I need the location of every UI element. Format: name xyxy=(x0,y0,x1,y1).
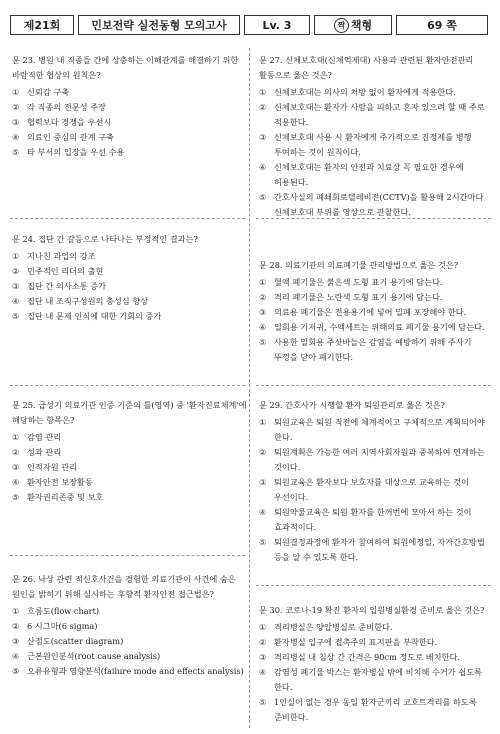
option-number: ③ xyxy=(12,636,20,646)
option-number: ③ xyxy=(259,477,267,487)
question-25 xyxy=(12,398,247,505)
option-number: ③ xyxy=(12,281,20,291)
option-number: ① xyxy=(259,277,267,287)
option-number: ② xyxy=(259,447,267,457)
option-text: 감염성 폐기물 박스는 환자병실 밖에 비치해 수거가 쉽도록 한다. xyxy=(274,667,483,692)
option-number: ① xyxy=(12,87,20,97)
option-3[interactable] xyxy=(12,460,247,475)
option-number: ④ xyxy=(259,507,267,517)
option-number: ③ xyxy=(12,462,20,472)
option-4[interactable] xyxy=(12,475,247,490)
option-number: ⑤ xyxy=(259,537,267,547)
option-number: ⑤ xyxy=(12,147,20,157)
option-number: ⑤ xyxy=(259,192,267,202)
option-number: ③ xyxy=(259,132,267,142)
option-5[interactable] xyxy=(12,664,247,679)
option-number: ② xyxy=(12,447,20,457)
option-number: ⑤ xyxy=(12,311,20,321)
question-text: 문 27. 신체보호대(신체억제대) 사용과 관련된 환자안전관리 활동으로 옳은 것은? xyxy=(259,55,474,80)
option-text: 퇴원교육은 퇴원 직전에 체계적이고 구체적으로 계획되어야 한다. xyxy=(274,417,485,442)
option-text: 1인실이 없는 경우 동일 환자군끼리 코호트격리를 하도록 준비한다. xyxy=(274,697,477,722)
option-number: ⑤ xyxy=(12,666,20,676)
option-text: 퇴원교육은 환자보다 보호자를 대상으로 교육하는 것이 우선이다. xyxy=(274,477,469,502)
option-text: 오류유형과 영향분석(failure mode and effects analysis) xyxy=(27,666,244,676)
question-24 xyxy=(12,232,247,324)
option-text: 사용한 일회용 주삿바늘은 감염을 예방하기 위해 주사기 뚜껑을 닫아 폐기한다. xyxy=(274,337,472,362)
option-text: 성과 관리 xyxy=(27,447,62,457)
option-4[interactable] xyxy=(12,130,247,145)
option-text: 격리병실은 양압병실로 준비한다. xyxy=(274,622,393,632)
option-number: ② xyxy=(12,266,20,276)
option-3[interactable] xyxy=(259,305,494,320)
option-3[interactable] xyxy=(259,130,494,160)
section-divider xyxy=(10,555,245,556)
option-2[interactable] xyxy=(259,100,494,130)
question-28 xyxy=(259,258,494,365)
option-number: ④ xyxy=(259,667,267,677)
option-text: 감염 관리 xyxy=(27,432,62,442)
section-divider xyxy=(256,585,491,586)
option-2[interactable] xyxy=(259,445,494,475)
column-divider xyxy=(249,48,251,728)
option-1[interactable] xyxy=(259,85,494,100)
option-text: 신체보호대는 환자의 안전과 치료상 꼭 필요한 경우에 허용된다. xyxy=(274,162,464,187)
option-4[interactable] xyxy=(12,294,247,309)
question-text: 문 29. 간호사가 시행할 환자 퇴원관리로 옳은 것은? xyxy=(259,400,445,410)
option-text: 신뢰감 구축 xyxy=(27,87,70,97)
option-text: 지나친 과업의 강조 xyxy=(27,251,96,261)
option-number: ① xyxy=(12,251,20,261)
option-text: 산점도(scatter diagram) xyxy=(27,636,124,646)
option-text: 퇴원약물교육은 퇴원 환자를 한꺼번에 모아서 하는 것이 효과적이다. xyxy=(274,507,472,532)
option-number: ④ xyxy=(12,132,20,142)
form-label: 책형 xyxy=(350,19,373,32)
form-type xyxy=(314,15,392,35)
question-text: 문 25. 급성기 의료기관 인증 기준의 틀(영역) 중 '환자진료체계'에 해당하는 항목은? xyxy=(12,400,247,425)
option-number: ② xyxy=(259,292,267,302)
option-number: ④ xyxy=(259,162,267,172)
option-number: ④ xyxy=(259,322,267,332)
exam-header xyxy=(10,15,490,37)
option-number: ① xyxy=(12,606,20,616)
section-divider xyxy=(10,218,245,219)
option-number: ④ xyxy=(12,296,20,306)
option-text: 간호사실의 폐쇄회로텔레비전(CCTV)을 활용해 2시간마다 신체보호대 부위를 영상으로 관찰한다. xyxy=(274,192,484,217)
option-text: 협력보다 경쟁을 우선시 xyxy=(27,117,112,127)
option-1[interactable] xyxy=(259,620,494,635)
question-text: 문 26. 낙상 관련 적신호사건을 경험한 의료기관이 사건에 숨은 원인을 밝히기 위해 실시하는 후향적 환자안전 접근법은? xyxy=(12,574,236,599)
session-label: 제21회 xyxy=(10,15,74,35)
option-4[interactable] xyxy=(259,160,494,190)
option-number: ⑤ xyxy=(259,337,267,347)
option-text: 혈액 폐기물은 붉은색 도형 표기 용기에 담는다. xyxy=(274,277,443,287)
option-4[interactable] xyxy=(259,665,494,695)
option-text: 환자안전 보장활동 xyxy=(27,477,93,487)
option-text: 신체보호대는 환자가 사람을 피하고 혼자 있으려 할 때 주로 적용한다. xyxy=(274,102,485,127)
option-3[interactable] xyxy=(12,115,247,130)
option-4[interactable] xyxy=(259,505,494,535)
option-2[interactable] xyxy=(12,264,247,279)
question-text: 문 23. 병원 내 직종들 간에 상충하는 이해관계를 해결하기 위한 바람직한 협상의 원칙은? xyxy=(12,55,239,80)
level-label: Lv. 3 xyxy=(244,15,310,35)
option-text: 일회용 기저귀, 수액세트는 위해의료 폐기물 용기에 담는다. xyxy=(274,322,485,332)
option-1[interactable] xyxy=(12,604,247,619)
option-text: 인적자원 관리 xyxy=(27,462,78,472)
option-4[interactable] xyxy=(12,649,247,664)
option-text: 신체보호대 사용 시 환자에게 주기적으로 진정제를 병행 투여하는 것이 원칙이다. xyxy=(274,132,472,157)
option-text: 신체보호대는 의사의 처방 없이 환자에게 적용한다. xyxy=(274,87,456,97)
question-27 xyxy=(259,53,494,220)
option-1[interactable] xyxy=(12,430,247,445)
question-26 xyxy=(12,572,247,679)
option-text: 환자병실 입구에 접촉주의 표지판을 부착한다. xyxy=(274,637,438,647)
option-5[interactable] xyxy=(12,309,247,324)
question-text: 문 30. 코로나-19 확진 환자의 입원병실환경 준비로 옳은 것은? xyxy=(259,605,485,615)
option-text: 환자권리존중 및 보호 xyxy=(27,492,104,502)
option-text: 각 직종의 전문성 주장 xyxy=(27,102,106,112)
option-number: ④ xyxy=(12,477,20,487)
option-5[interactable] xyxy=(12,490,247,505)
option-number: ⑤ xyxy=(259,697,267,707)
option-5[interactable] xyxy=(259,695,494,725)
option-text: 격리 폐기물은 노란색 도형 표기 용기에 담는다. xyxy=(274,292,443,302)
form-mark-circle: 짝 xyxy=(334,18,349,33)
option-text: 집단 내 문제 인식에 대한 기회의 증가 xyxy=(27,311,162,321)
option-3[interactable] xyxy=(12,279,247,294)
option-2[interactable] xyxy=(259,635,494,650)
section-divider xyxy=(256,385,491,386)
option-text: 집단 내 조직구성원의 충성심 향상 xyxy=(27,296,149,306)
option-2[interactable] xyxy=(12,619,247,634)
option-text: 민주적인 리더의 출현 xyxy=(27,266,104,276)
option-text: 퇴원결정과정에 환자가 참여하여 퇴원에정일, 자가간호방법 등을 알 수 있도록 한다. xyxy=(274,537,485,562)
option-number: ⑤ xyxy=(12,492,20,502)
option-text: 6 시그마(6 sigma) xyxy=(27,621,98,631)
option-text: 의료인 중심의 관계 구축 xyxy=(27,132,114,142)
option-number: ③ xyxy=(12,117,20,127)
option-2[interactable] xyxy=(12,445,247,460)
option-number: ② xyxy=(12,102,20,112)
exam-title: 민보전략 실전동형 모의고사 xyxy=(78,15,240,35)
question-text: 문 24. 집단 간 갈등으로 나타나는 부정적인 결과는? xyxy=(12,234,198,244)
section-divider xyxy=(10,385,245,386)
option-4[interactable] xyxy=(259,320,494,335)
option-number: ② xyxy=(259,637,267,647)
option-text: 근본원인분석(root cause analysis) xyxy=(27,651,161,661)
option-text: 격리병실 내 침상 간 간격은 90cm 정도로 배치한다. xyxy=(274,652,460,662)
option-text: 퇴원계획은 가능한 여러 지역사회자원과 중복하여 연계하는 것이다. xyxy=(274,447,485,472)
option-3[interactable] xyxy=(259,475,494,505)
option-text: 타 부서의 입장을 우선 수용 xyxy=(27,147,125,157)
page-number: 69 쪽 xyxy=(396,15,488,35)
option-number: ④ xyxy=(12,651,20,661)
option-1[interactable] xyxy=(12,249,247,264)
question-text: 문 28. 의료기관의 의료폐기물 관리방법으로 옳은 것은? xyxy=(259,260,459,270)
option-3[interactable] xyxy=(12,634,247,649)
question-30 xyxy=(259,603,494,725)
option-2[interactable] xyxy=(259,290,494,305)
option-text: 흐름도(flow chart) xyxy=(27,606,100,616)
option-1[interactable] xyxy=(259,415,494,445)
option-number: ② xyxy=(259,102,267,112)
option-5[interactable] xyxy=(259,335,494,365)
question-29 xyxy=(259,398,494,565)
option-number: ③ xyxy=(259,652,267,662)
option-number: ① xyxy=(259,622,267,632)
option-number: ① xyxy=(12,432,20,442)
question-23 xyxy=(12,53,247,160)
option-5[interactable] xyxy=(259,190,494,220)
option-5[interactable] xyxy=(12,145,247,160)
option-text: 의료용 폐기물은 전용용기에 넣어 밀폐 포장해야 한다. xyxy=(274,307,467,317)
option-1[interactable] xyxy=(259,275,494,290)
option-1[interactable] xyxy=(12,85,247,100)
option-number: ③ xyxy=(259,307,267,317)
option-number: ② xyxy=(12,621,20,631)
option-number: ① xyxy=(259,87,267,97)
option-2[interactable] xyxy=(12,100,247,115)
option-5[interactable] xyxy=(259,535,494,565)
option-text: 집단 간 의사소통 증가 xyxy=(27,281,106,291)
option-3[interactable] xyxy=(259,650,494,665)
option-number: ① xyxy=(259,417,267,427)
